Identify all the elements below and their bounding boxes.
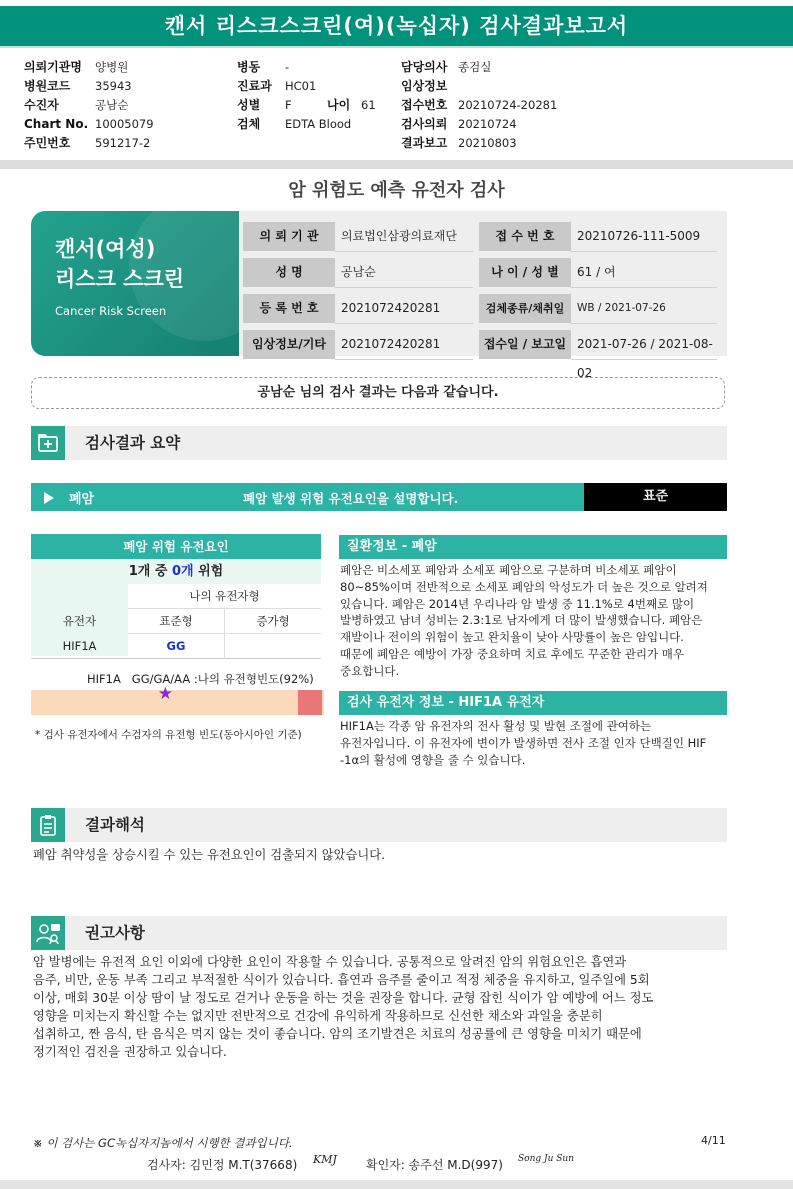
- play-icon: [43, 490, 55, 509]
- footer-divider: [0, 1180, 793, 1189]
- recommendation-header: [31, 916, 727, 950]
- risk-count-post: 위험: [193, 564, 224, 579]
- result-notice: 공남순 님의 검사 결과는 다음과 같습니다.: [31, 377, 725, 409]
- recommendation-line: 이상, 매회 30분 이상 땀이 날 정도로 걷거나 운동을 하는 것을 권장을 합니다. 균형 잡힌 식이가 암 예방에 어느 정도: [33, 991, 654, 1005]
- header-divider: [0, 46, 793, 48]
- info-label: 접수일 / 보고일: [479, 330, 571, 359]
- confirmer-signature: Song Ju Sun: [518, 1154, 575, 1164]
- risk-table-header: 폐암 위험 유전요인: [31, 534, 321, 559]
- col-gene: 유전자: [62, 614, 97, 628]
- gene-line: -1α의 활성에 영향을 줄 수 있습니다.: [340, 752, 526, 767]
- frequency-bar: [31, 690, 324, 715]
- info-row: [243, 258, 723, 288]
- interpretation-header: [31, 808, 727, 842]
- summary-title: 검사결과 요약: [85, 434, 181, 452]
- risk-count-num: 0개: [171, 564, 194, 579]
- interpretation-title: 결과해석: [85, 816, 145, 834]
- info-value: WB / 2021-07-26: [571, 294, 717, 324]
- header-value: 20210803: [458, 136, 517, 150]
- gene-line: HIF1A는 각종 암 유전자의 전사 활성 및 발현 조절에 관여하는: [340, 719, 652, 733]
- info-label: 검체종류/채취일: [479, 294, 571, 323]
- disease-line: 있습니다. 폐암은 2014년 우리나라 암 발생 중 11.1%로 4번째로 많이: [340, 596, 695, 611]
- disease-info-header: 질환정보 - 폐암: [339, 535, 727, 559]
- disease-line: 중요합니다.: [340, 663, 400, 678]
- header-bottom-divider: [0, 160, 793, 169]
- header-label: 성별: [237, 98, 261, 112]
- disease-line: 재발이나 전이의 위험이 높고 완치율이 낮아 사망률이 높은 암입니다.: [340, 630, 684, 645]
- info-value: 20210726-111-5009: [571, 222, 717, 252]
- info-label: 등 록 번 호: [243, 294, 335, 323]
- info-value: 의료법인삼광의료재단: [335, 222, 473, 252]
- header-value: F: [285, 98, 292, 112]
- disease-line: 폐암은 비소세포 폐암과 소세포 폐암으로 구분하며 비소세포 폐암이: [340, 563, 677, 577]
- info-label: 의 뢰 기 관: [243, 222, 335, 251]
- lung-cancer-name: 폐암: [69, 492, 95, 507]
- header-label: 임상정보: [401, 79, 448, 93]
- header-label: 진료과: [237, 79, 272, 93]
- summary-header: [31, 426, 727, 460]
- header-value: 종검실: [458, 60, 492, 74]
- recommendation-title: 권고사항: [85, 924, 145, 942]
- header-value: EDTA Blood: [285, 117, 352, 131]
- info-value: 61 / 여: [571, 258, 717, 288]
- info-row: [243, 222, 723, 252]
- info-label: 임상정보/기타: [243, 330, 335, 359]
- frequency-bar-risk: [298, 690, 322, 715]
- header-label: 접수번호: [401, 98, 448, 112]
- recommendation-body: [33, 953, 733, 1061]
- card-title-line2: 리스크 스크린: [55, 267, 185, 291]
- lung-cancer-bar: [31, 483, 584, 511]
- disease-line: 때문에 폐암은 예방이 가장 중요하며 치료 후에도 꾸준한 관리가 매우: [340, 646, 684, 661]
- genotype-increased: [225, 634, 321, 658]
- header-col2: [237, 56, 397, 132]
- info-row: [243, 330, 723, 380]
- status-badge: 표준: [584, 483, 727, 511]
- patient-info-panel: [239, 211, 727, 380]
- confirmer: 확인자: 송주선 M.D(997): [366, 1158, 503, 1172]
- page-number: 4/11: [701, 1134, 726, 1147]
- my-genotype-label: 나의 유전자형: [128, 584, 321, 609]
- header-value: 35943: [95, 79, 132, 93]
- interpretation-text: 폐암 취약성을 상승시킬 수 있는 유전요인이 검출되지 않았습니다.: [33, 848, 385, 862]
- info-row: [243, 294, 723, 324]
- info-label: 나 이 / 성 별: [479, 258, 571, 287]
- recommendation-line: 음주, 비만, 운동 부족 그리고 부적절한 식이가 있습니다. 흡연과 음주를 줄이고 적정 체중을 유지하고, 일주일에 5회: [33, 973, 650, 987]
- recommendation-title-bar: [65, 916, 727, 950]
- disease-line: 발병하였고 남녀 성비는 2.3:1로 남자에게 더 많이 발생했습니다. 폐암은: [340, 613, 703, 628]
- recommendation-line: 암 발병에는 유전적 요인 이외에 다양한 요인이 작용할 수 있습니다. 공통적으로 알려진 암의 위험요인은 흡연과: [33, 955, 627, 969]
- header-value: 20210724: [458, 117, 517, 131]
- header-label: 검사의뢰: [401, 117, 448, 131]
- header-col3: [401, 56, 621, 151]
- header-label: 의뢰기관명: [24, 60, 82, 74]
- gene-info-header: 검사 유전자 정보 - HIF1A 유전자: [339, 691, 727, 715]
- info-value: 공남순: [335, 258, 473, 288]
- header-label: 결과보고: [401, 136, 448, 150]
- card-subtitle: Cancer Risk Screen: [55, 304, 167, 318]
- info-label: 성 명: [243, 258, 335, 287]
- disease-line: 80~85%이며 전반적으로 소세포 폐암의 악성도가 더 높은 것으로 알려져: [340, 579, 708, 594]
- header-value: -: [285, 60, 290, 74]
- header-label: 수진자: [24, 98, 59, 112]
- summary-title-bar: [65, 426, 727, 460]
- header-label: 병원코드: [24, 79, 71, 93]
- interpretation-title-bar: [65, 808, 727, 842]
- frequency-label: HIF1A GG/GA/AA :나의 유전형빈도(92%): [87, 672, 314, 686]
- col-standard: 표준형: [128, 609, 225, 634]
- info-value: 2021072420281: [335, 330, 473, 360]
- product-card: [31, 211, 239, 356]
- risk-count: [31, 559, 321, 584]
- header-value: 공남순: [95, 98, 129, 112]
- age-label: 나이: [327, 98, 351, 112]
- recommendation-line: 섭취하고, 짠 음식, 탄 음식은 먹지 않는 것이 좋습니다. 암의 조기발견은 치료의 성공률에 큰 영향을 미치기 때문에: [33, 1027, 642, 1041]
- card-title-line1: 캔서(여성): [55, 237, 156, 261]
- footer-note: ※ 이 검사는 GC녹십자지놈에서 시행한 결과입니다.: [33, 1136, 293, 1150]
- col-increased: 증가형: [225, 609, 321, 634]
- clipboard-icon: [31, 808, 65, 842]
- consult-icon: [31, 916, 65, 950]
- gene-info-body: [340, 718, 726, 768]
- disease-info-body: [340, 562, 726, 680]
- info-value: 2021072420281: [335, 294, 473, 324]
- star-marker-icon: ★: [157, 684, 174, 704]
- header-value: 양병원: [95, 60, 129, 74]
- lung-cancer-desc: 폐암 발생 위험 유전요인을 설명합니다.: [243, 491, 459, 506]
- header-label: 주민번호: [24, 136, 71, 150]
- header-value: 20210724-20281: [458, 98, 558, 112]
- frequency-note: * 검사 유전자에서 수검자의 유전형 빈도(동아시아인 기준): [35, 729, 302, 741]
- age-value: 61: [361, 98, 376, 112]
- header-label: 병동: [237, 60, 261, 74]
- info-table: [243, 222, 723, 380]
- folder-plus-icon: [31, 426, 65, 460]
- table-divider: [31, 658, 321, 659]
- header-label: 담당의사: [401, 60, 448, 74]
- header-label: 검체: [237, 117, 261, 131]
- risk-count-pre: 1개 중: [128, 564, 172, 579]
- header-label: Chart No.: [24, 117, 89, 131]
- recommendation-line: 정기적인 검진을 권장하고 있습니다.: [33, 1045, 227, 1059]
- info-value: 2021-07-26 / 2021-08-02: [571, 330, 717, 360]
- header-value: 591217-2: [95, 136, 151, 150]
- genotype-standard: GG: [128, 634, 225, 658]
- info-label: 접 수 번 호: [479, 222, 571, 251]
- gene-line: 유전자입니다. 이 유전자에 변이가 발생하면 전사 조절 인자 단백질인 HIF: [340, 735, 707, 750]
- gene-name: HIF1A: [62, 639, 97, 653]
- header-value: 10005079: [95, 117, 154, 131]
- header-col1: [24, 56, 224, 151]
- header-value: HC01: [285, 79, 317, 93]
- section-title: 암 위험도 예측 유전자 검사: [288, 180, 505, 201]
- tester-signature: KMJ: [313, 1153, 337, 1166]
- report-title: 캔서 리스크스크린(여)(녹십자) 검사결과보고서: [0, 6, 793, 46]
- tester: 검사자: 김민정 M.T(37668): [147, 1158, 298, 1172]
- recommendation-line: 영향을 미치는지 확신할 수는 없지만 전반적으로 건강에 유익하게 작용하므로 신선한 채소와 과일을 충분히: [33, 1009, 603, 1023]
